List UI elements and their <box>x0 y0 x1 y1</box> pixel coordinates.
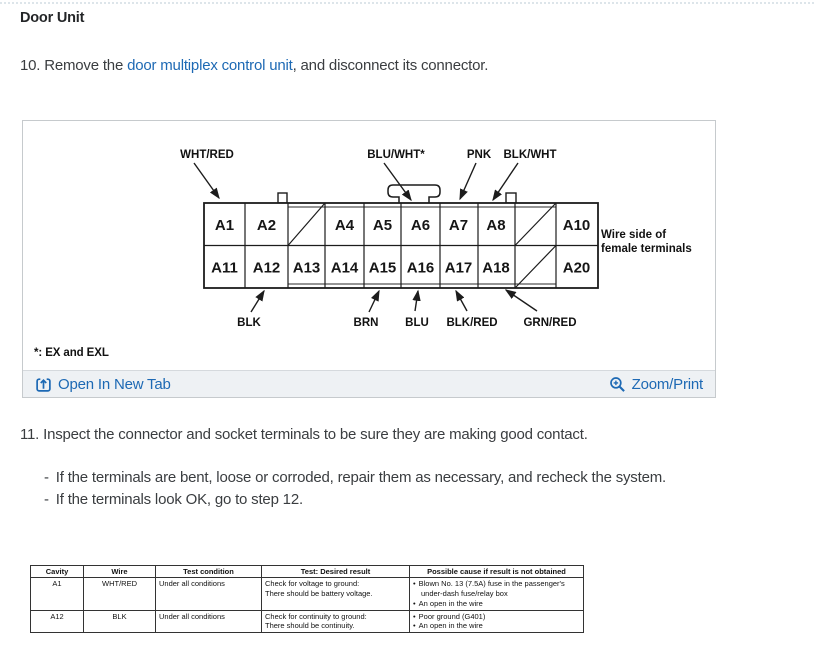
cell-test-a12 <box>262 610 410 633</box>
step-11-bullets <box>44 469 784 513</box>
wire-label-blk-wht: BLK/WHT <box>503 149 557 161</box>
wire-label-grn-red: GRN/RED <box>523 317 577 329</box>
col-header-cavity: Cavity <box>31 566 84 578</box>
pin-a18: A18 <box>482 259 510 277</box>
cell-causes-a1 <box>410 578 584 610</box>
open-in-new-tab-icon <box>35 376 52 393</box>
cell-wire-a1: WHT/RED <box>84 578 156 610</box>
test-line: Check for continuity to ground: <box>265 611 367 621</box>
cell-cavity-a12: A12 <box>31 610 84 633</box>
wire-label-blk: BLK <box>237 317 261 329</box>
col-header-test-condition: Test condition <box>156 566 262 578</box>
pin-a17: A17 <box>444 259 473 277</box>
cause-item: • An open in the wire <box>413 599 580 609</box>
pin-a20: A20 <box>562 259 591 277</box>
zoom-print-label: Zoom/Print <box>631 375 703 393</box>
wire-labels-top <box>180 149 556 161</box>
step-10-text <box>20 57 488 74</box>
figure-note: *: EX and EXL <box>34 347 109 359</box>
test-line: There should be battery voltage. <box>265 589 373 599</box>
pin-a4: A4 <box>334 217 355 234</box>
cause-item: • Poor ground (G401) <box>413 612 580 622</box>
connector-key-tab <box>388 185 440 203</box>
connector-figure-panel <box>22 120 716 398</box>
open-in-new-tab-label: Open In New Tab <box>58 375 171 393</box>
magnifier-plus-icon <box>609 376 626 393</box>
open-in-new-tab-link[interactable] <box>35 376 171 393</box>
pin-a12: A12 <box>252 259 281 277</box>
wire-label-blu: BLU <box>405 317 429 329</box>
cause-item: • An open in the wire <box>413 621 580 631</box>
pin-a5: A5 <box>372 217 393 234</box>
cell-condition-a12: Under all conditions <box>156 610 262 633</box>
connector-bump-right <box>506 193 516 203</box>
bullet-terminals-ok: - If the terminals look OK, go to step 12. <box>44 491 784 508</box>
cell-wire-a12: BLK <box>84 610 156 633</box>
wire-side-label-line1: Wire side of <box>601 229 667 241</box>
wire-label-wht-red: WHT/RED <box>180 149 234 161</box>
top-divider <box>0 2 814 4</box>
wire-label-blk-red: BLK/RED <box>446 317 498 329</box>
cell-test-a1 <box>262 578 410 610</box>
pin-a16: A16 <box>406 259 435 277</box>
table-row-a12 <box>31 610 584 633</box>
wire-label-pnk: PNK <box>466 149 492 161</box>
terminal-test-table <box>30 565 584 633</box>
pin-a8: A8 <box>486 217 506 234</box>
step-11-text: 11. Inspect the connector and socket terminals to be sure they are making good contact. <box>20 426 588 443</box>
figure-toolbar <box>23 370 715 397</box>
pin-a14: A14 <box>330 259 359 277</box>
page-title: Door Unit <box>20 10 85 26</box>
col-header-wire: Wire <box>84 566 156 578</box>
cell-condition-a1: Under all conditions <box>156 578 262 610</box>
connector-diagram <box>23 121 715 371</box>
wire-side-label-line2: female terminals <box>601 243 692 255</box>
cause-item: • Blown No. 13 (7.5A) fuse in the passenger's under-dash fuse/relay box <box>413 579 580 599</box>
door-multiplex-control-unit-link[interactable]: door multiplex control unit <box>127 57 293 74</box>
pin-a2: A2 <box>256 217 277 234</box>
table-row-a1 <box>31 578 584 610</box>
pin-a10: A10 <box>562 217 591 234</box>
wire-label-brn: BRN <box>353 317 379 329</box>
pin-a1: A1 <box>214 217 235 234</box>
col-header-desired-result: Test: Desired result <box>262 566 410 578</box>
connector-bump-left <box>278 193 287 203</box>
col-header-possible-cause: Possible cause if result is not obtained <box>410 566 584 578</box>
table-header-row <box>31 566 584 578</box>
bullet-terminals-bent: - If the terminals are bent, loose or corroded, repair them as necessary, and recheck the system. <box>44 469 784 486</box>
step-10-prefix: 10. Remove the <box>20 57 128 74</box>
cell-cavity-a1: A1 <box>31 578 84 610</box>
test-line: Check for voltage to ground: <box>265 579 360 589</box>
test-line: There should be continuity. <box>265 621 355 631</box>
wire-label-blu-wht: BLU/WHT* <box>367 149 425 161</box>
pin-a6: A6 <box>410 217 431 234</box>
cell-causes-a12 <box>410 610 584 633</box>
pin-a13: A13 <box>292 259 321 277</box>
pin-a11: A11 <box>211 259 238 277</box>
zoom-print-link[interactable] <box>609 376 703 393</box>
pin-a15: A15 <box>368 259 397 277</box>
pin-a7: A7 <box>448 217 469 234</box>
wire-labels-bottom <box>237 317 576 329</box>
wire-side-label <box>601 229 692 255</box>
step-10-suffix: , and disconnect its connector. <box>292 57 489 74</box>
